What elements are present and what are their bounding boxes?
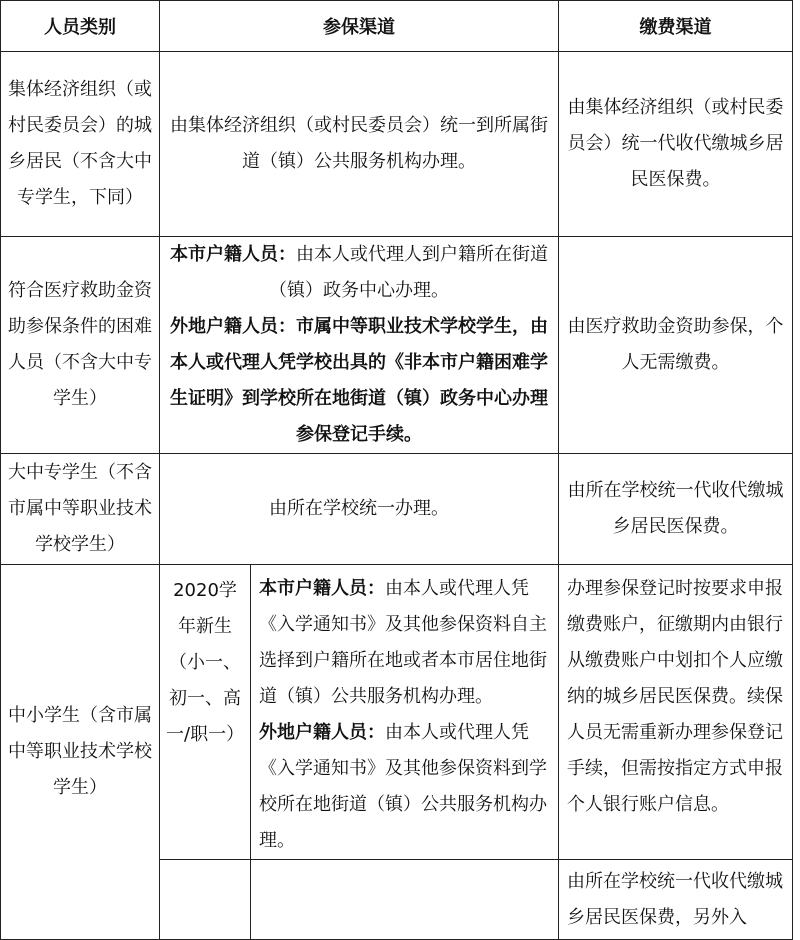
payment-cell: [559, 860, 793, 940]
local-label: 本市户籍人员：: [170, 244, 296, 265]
local-text: 由本人或代理人到户籍所在街道（镇）政务中心办理。: [269, 244, 548, 301]
payment-cell: [559, 237, 793, 454]
category-cell: [1, 565, 160, 940]
payment-text: 由所在学校统一代收代缴城乡居民医保费，另外入: [567, 871, 783, 928]
header-category: 人员类别: [1, 1, 160, 52]
nonlocal-text: 市属中等职业技术学校学生，由本人或代理人凭学校出具的《非本市户籍困难学生证明》到学校所在地街道（镇）政务中心办理参保登记手续。: [170, 316, 548, 445]
payment-text: 办理参保登记时按要求申报缴费账户，征缴期内由银行从缴费账户中划扣个人应缴纳的城乡居民医保费。续保人员无需重新办理参保登记手续，但需按指定方式申报个人银行账户信息。: [567, 578, 783, 815]
header-row: [1, 1, 793, 52]
nonlocal-text: 由本人或代理人凭《入学通知书》及其他参保资料到学校所在地街道（镇）公共服务机构办理。: [259, 722, 547, 851]
table-row: [1, 454, 793, 565]
channel-cell: [160, 52, 559, 237]
category-text: 大中专学生（不含市属中等职业技术学校学生）: [8, 462, 152, 555]
payment-cell: [559, 52, 793, 237]
subgroup-text: 2020学年新生（小一、初一、高一/职一）: [166, 580, 245, 745]
channel-cell: [251, 860, 559, 940]
channel-text: 由集体经济组织（或村民委员会）统一到所属街道（镇）公共服务机构办理。: [170, 115, 548, 172]
channel-cell: [251, 565, 559, 860]
category-text: 中小学生（含市属中等职业技术学校学生）: [8, 705, 152, 798]
local-text: 由本人或代理人凭《入学通知书》及其他参保资料自主选择到户籍所在地或者本市居住地街道（镇）公共服务机构办理。: [259, 578, 547, 707]
table-row: [1, 52, 793, 237]
nonlocal-label: 外地户籍人员：: [170, 316, 296, 337]
payment-text: 由集体经济组织（或村民委员会）统一代收代缴城乡居民医保费。: [567, 97, 784, 190]
channel-cell: [160, 454, 559, 565]
payment-text: 由医疗救助金资助参保，个人无需缴费。: [567, 316, 784, 373]
category-cell: [1, 454, 160, 565]
subgroup-cell: [160, 565, 251, 860]
channel-cell: [160, 237, 559, 454]
category-cell: [1, 52, 160, 237]
nonlocal-label: 外地户籍人员：: [259, 722, 385, 743]
local-label: 本市户籍人员：: [259, 578, 385, 599]
header-payment: 缴费渠道: [559, 1, 793, 52]
channel-text: 由所在学校统一办理。: [269, 498, 449, 519]
channel-text: [251, 565, 558, 859]
table-row: [1, 237, 793, 454]
category-text: 符合医疗救助金资助参保条件的困难人员（不含大中专学生）: [8, 280, 152, 409]
header-channel: 参保渠道: [160, 1, 559, 52]
subgroup-cell: [160, 860, 251, 940]
table-row: [1, 565, 793, 860]
payment-cell: [559, 565, 793, 860]
payment-text: 由所在学校统一代收代缴城乡居民医保费。: [567, 480, 784, 537]
category-text: 集体经济组织（或村民委员会）的城乡居民（不含大中专学生，下同）: [8, 79, 152, 208]
payment-cell: [559, 454, 793, 565]
category-cell: [1, 237, 160, 454]
channel-text: [160, 237, 558, 453]
